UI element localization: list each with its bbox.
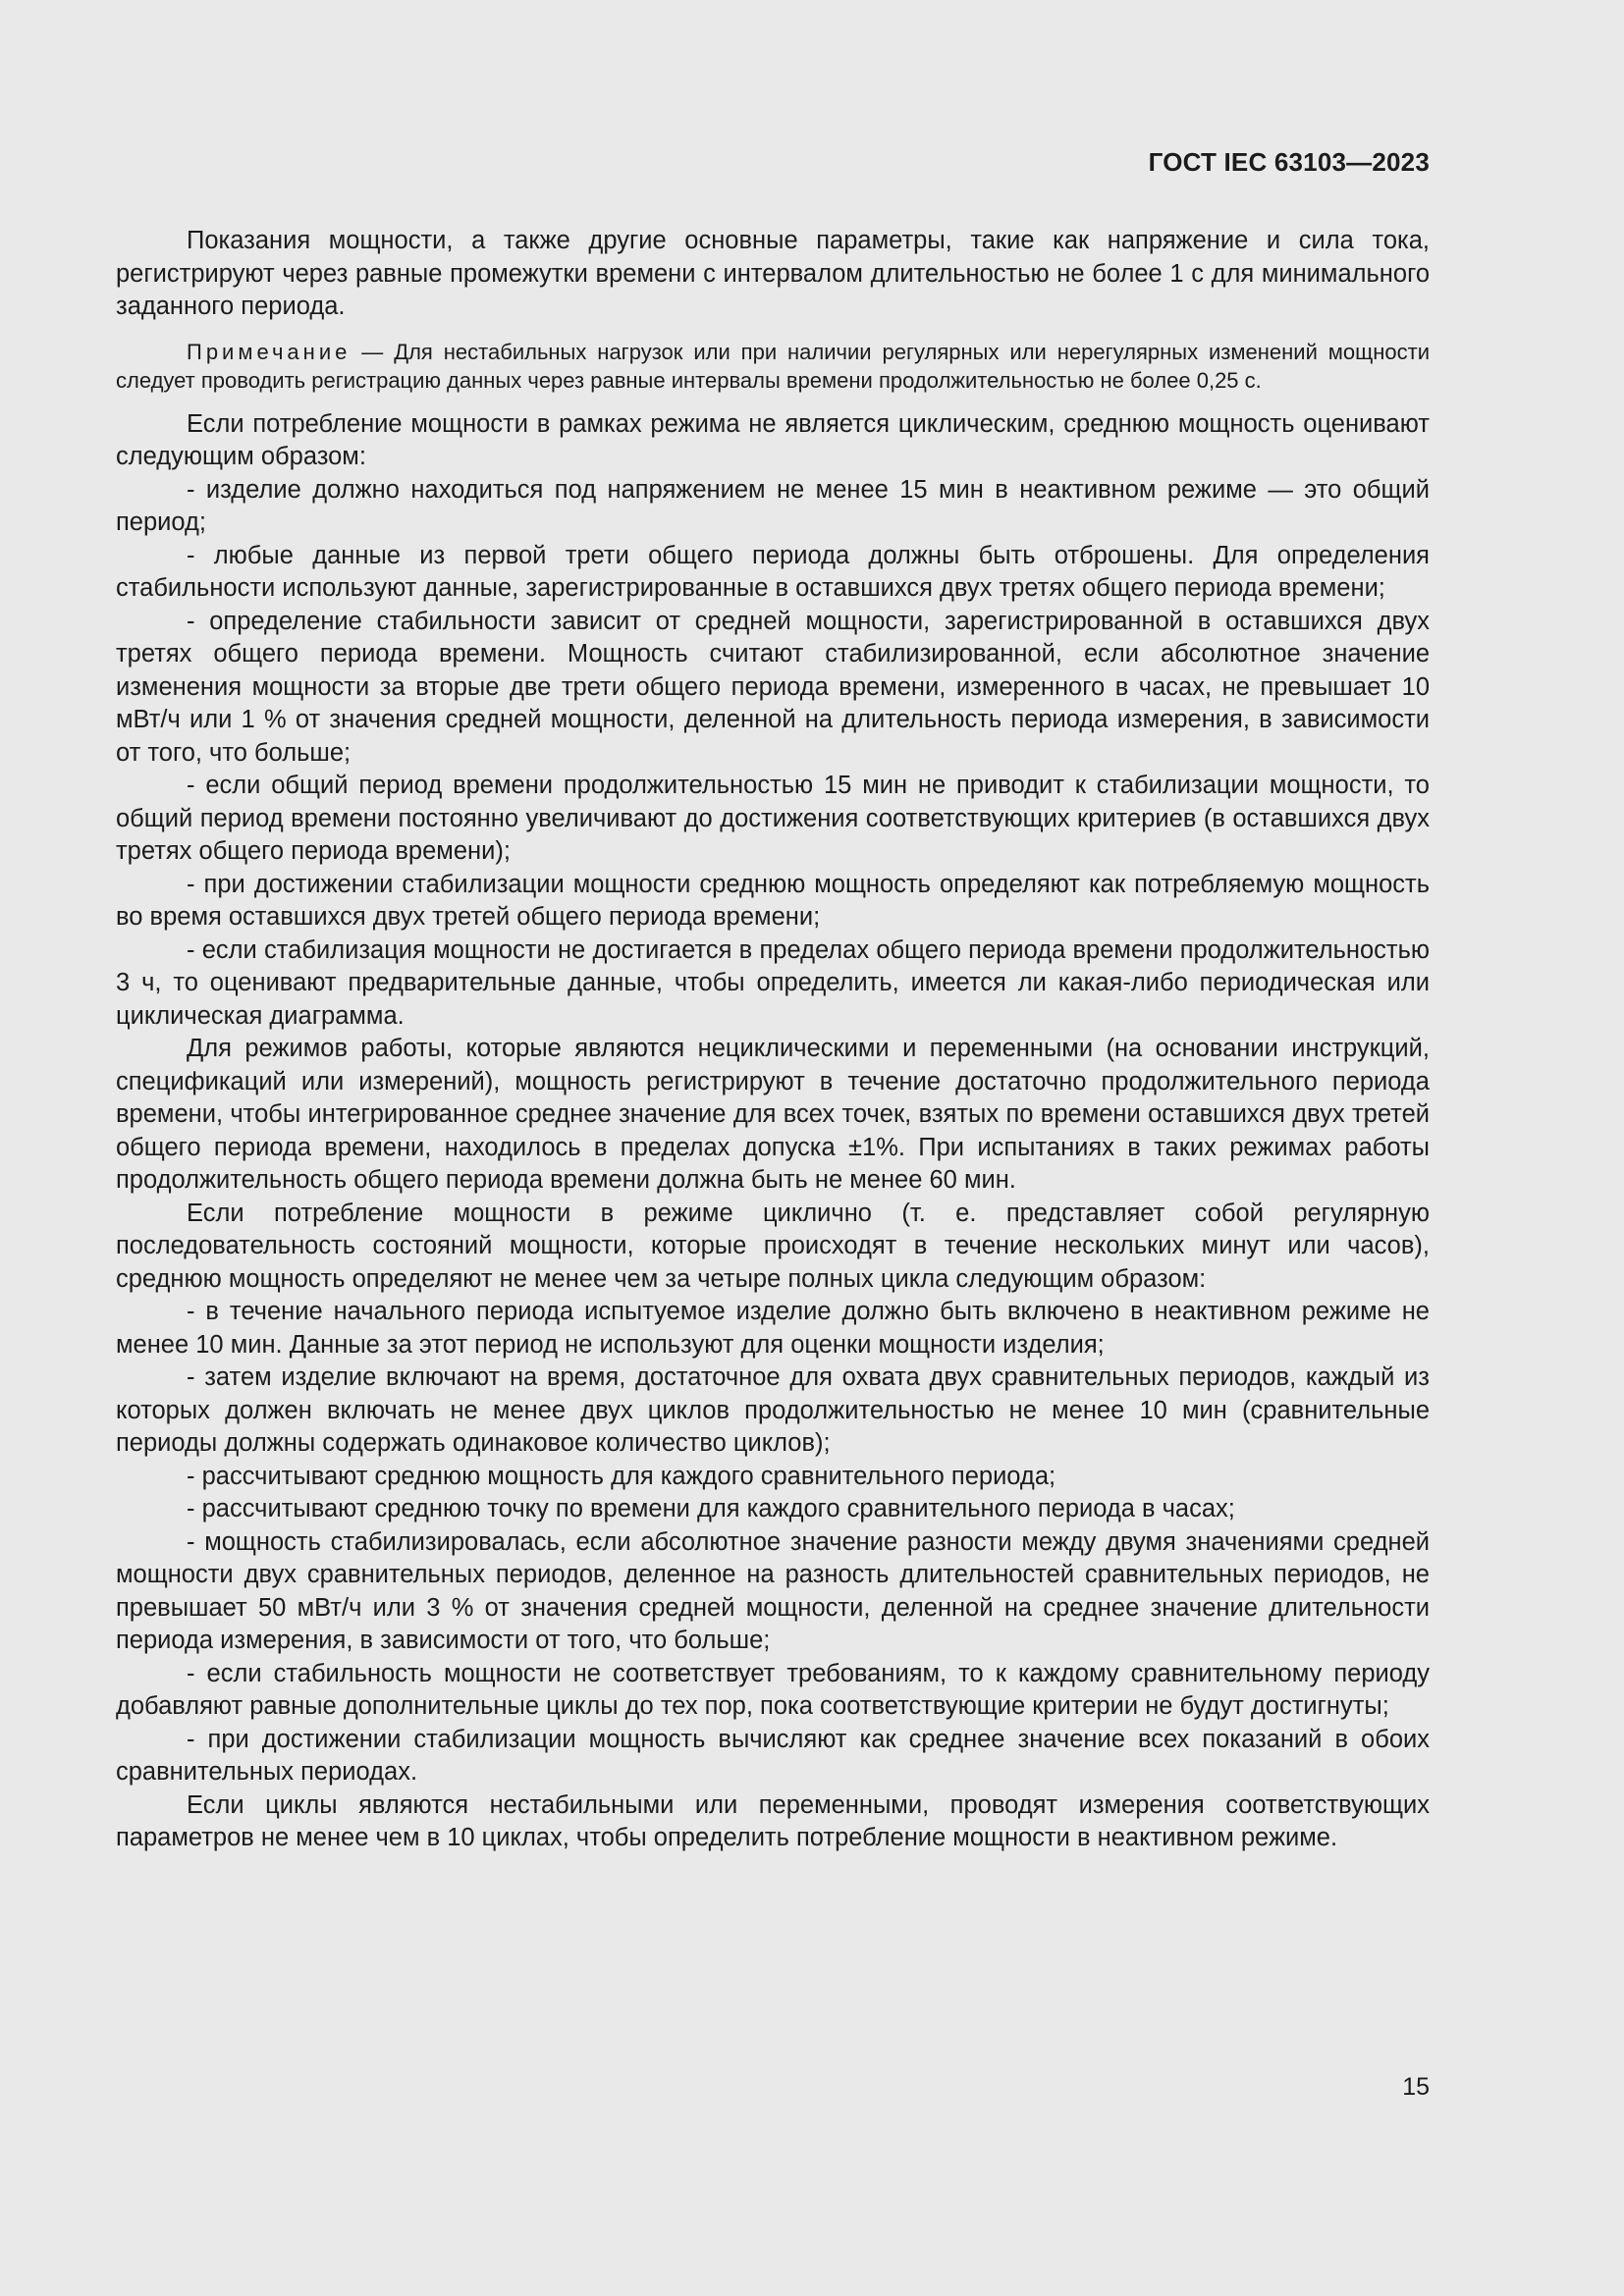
note-label: Примечание	[187, 339, 352, 364]
list-item: - определение стабильности зависит от средней мощности, зарегистрированной в оставшихся двух третях общего периода времени. Мощность считают стабилизированной, если абсолютное значение изменения мощности за вторые две трети общего периода времени, измеренного в часах, не превышает 10 мВт/ч или 1 % от значения средней мощности, деленной на длительность периода измерения, в зависимости от того, что больше;	[116, 607, 1430, 767]
page-number: 15	[1402, 2073, 1430, 2101]
note-text: — Для нестабильных нагрузок или при наличии регулярных или нерегулярных изменений мощности следует проводить регистрацию данных через равные интервалы времени продолжительностью не более 0,25 с.	[116, 339, 1430, 393]
document-header: ГОСТ IEC 63103—2023	[1148, 147, 1430, 177]
list-item: - при достижении стабилизации мощность вычисляют как среднее значение всех показаний в обоих сравнительных периодах.	[116, 1725, 1430, 1786]
list-item: - затем изделие включают на время, достаточное для охвата двух сравнительных периодов, каждый из которых должен включать не менее двух циклов продолжительностью не менее 10 мин (сравнительные периоды должны содержать одинаковое количество циклов);	[116, 1363, 1430, 1457]
paragraph-unstable-cycles: Если циклы являются нестабильными или переменными, проводят измерения соответствующих параметров не менее чем в 10 циклах, чтобы определить потребление мощности в неактивном режиме.	[116, 1790, 1430, 1851]
list-item: - изделие должно находиться под напряжением не менее 15 мин в неактивном режиме — это общий период;	[116, 475, 1430, 536]
paragraph-cyclic-intro: Если потребление мощности в режиме циклично (т. е. представляет собой регулярную последовательность состояний мощности, которые происходят в течение нескольких минут или часов), среднюю мощность определяют не менее чем за четыре полных цикла следующим образом:	[116, 1199, 1430, 1293]
paragraph-noncyclic-intro: Если потребление мощности в рамках режима не является циклическим, среднюю мощность оценивают следующим образом:	[116, 409, 1430, 470]
document-body	[116, 225, 1430, 1855]
list-item: - если стабилизация мощности не достигается в пределах общего периода времени продолжительностью 3 ч, то оценивают предварительные данные, чтобы определить, имеется ли какая-либо периодическая или циклическая диаграмма.	[116, 935, 1430, 1030]
list-item: - в течение начального периода испытуемое изделие должно быть включено в неактивном режиме не менее 10 мин. Данные за этот период не используют для оценки мощности изделия;	[116, 1298, 1430, 1359]
list-item: - мощность стабилизировалась, если абсолютное значение разности между двумя значениями средней мощности двух сравнительных периодов, деленное на разность длительностей сравнительных периодов, не превышает 50 мВт/ч или 3 % от значения средней мощности, деленной на среднее значение длительности периода измерения, в зависимости от того, что больше;	[116, 1527, 1430, 1654]
paragraph-power-readings: Показания мощности, а также другие основные параметры, такие как напряжение и сила тока, регистрируют через равные промежутки времени с интервалом длительностью не более 1 с для минимального заданного периода.	[116, 227, 1430, 320]
list-item: - рассчитывают среднюю точку по времени для каждого сравнительного периода в часах;	[187, 1495, 1235, 1522]
paragraph-variable-modes: Для режимов работы, которые являются нециклическими и переменными (на основании инструкций, спецификаций или измерений), мощность регистрируют в течение достаточно продолжительного периода времени, чтобы интегрированное среднее значение для всех точек, взятых по времени оставшихся двух третей общего периода времени, находилось в пределах допуска ±1%. При испытаниях в таких режимах работы продолжительность общего периода времени должна быть не менее 60 мин.	[116, 1035, 1430, 1194]
list-item: - при достижении стабилизации мощности среднюю мощность определяют как потребляемую мощность во время оставшихся двух третей общего периода времени;	[116, 870, 1430, 931]
list-item: - любые данные из первой трети общего периода должны быть отброшены. Для определения стабильности используют данные, зарегистрированные в оставшихся двух третях общего периода времени;	[116, 541, 1430, 602]
note	[116, 338, 1430, 395]
list-item: - если общий период времени продолжительностью 15 мин не приводит к стабилизации мощности, то общий период времени постоянно увеличивают до достижения соответствующих критериев (в оставшихся двух третях общего периода времени);	[116, 772, 1430, 865]
list-item: - если стабильность мощности не соответствует требованиям, то к каждому сравнительному периоду добавляют равные дополнительные циклы до тех пор, пока соответствующие критерии не будут достигнуты;	[116, 1659, 1430, 1720]
list-item: - рассчитывают среднюю мощность для каждого сравнительного периода;	[187, 1462, 1056, 1490]
